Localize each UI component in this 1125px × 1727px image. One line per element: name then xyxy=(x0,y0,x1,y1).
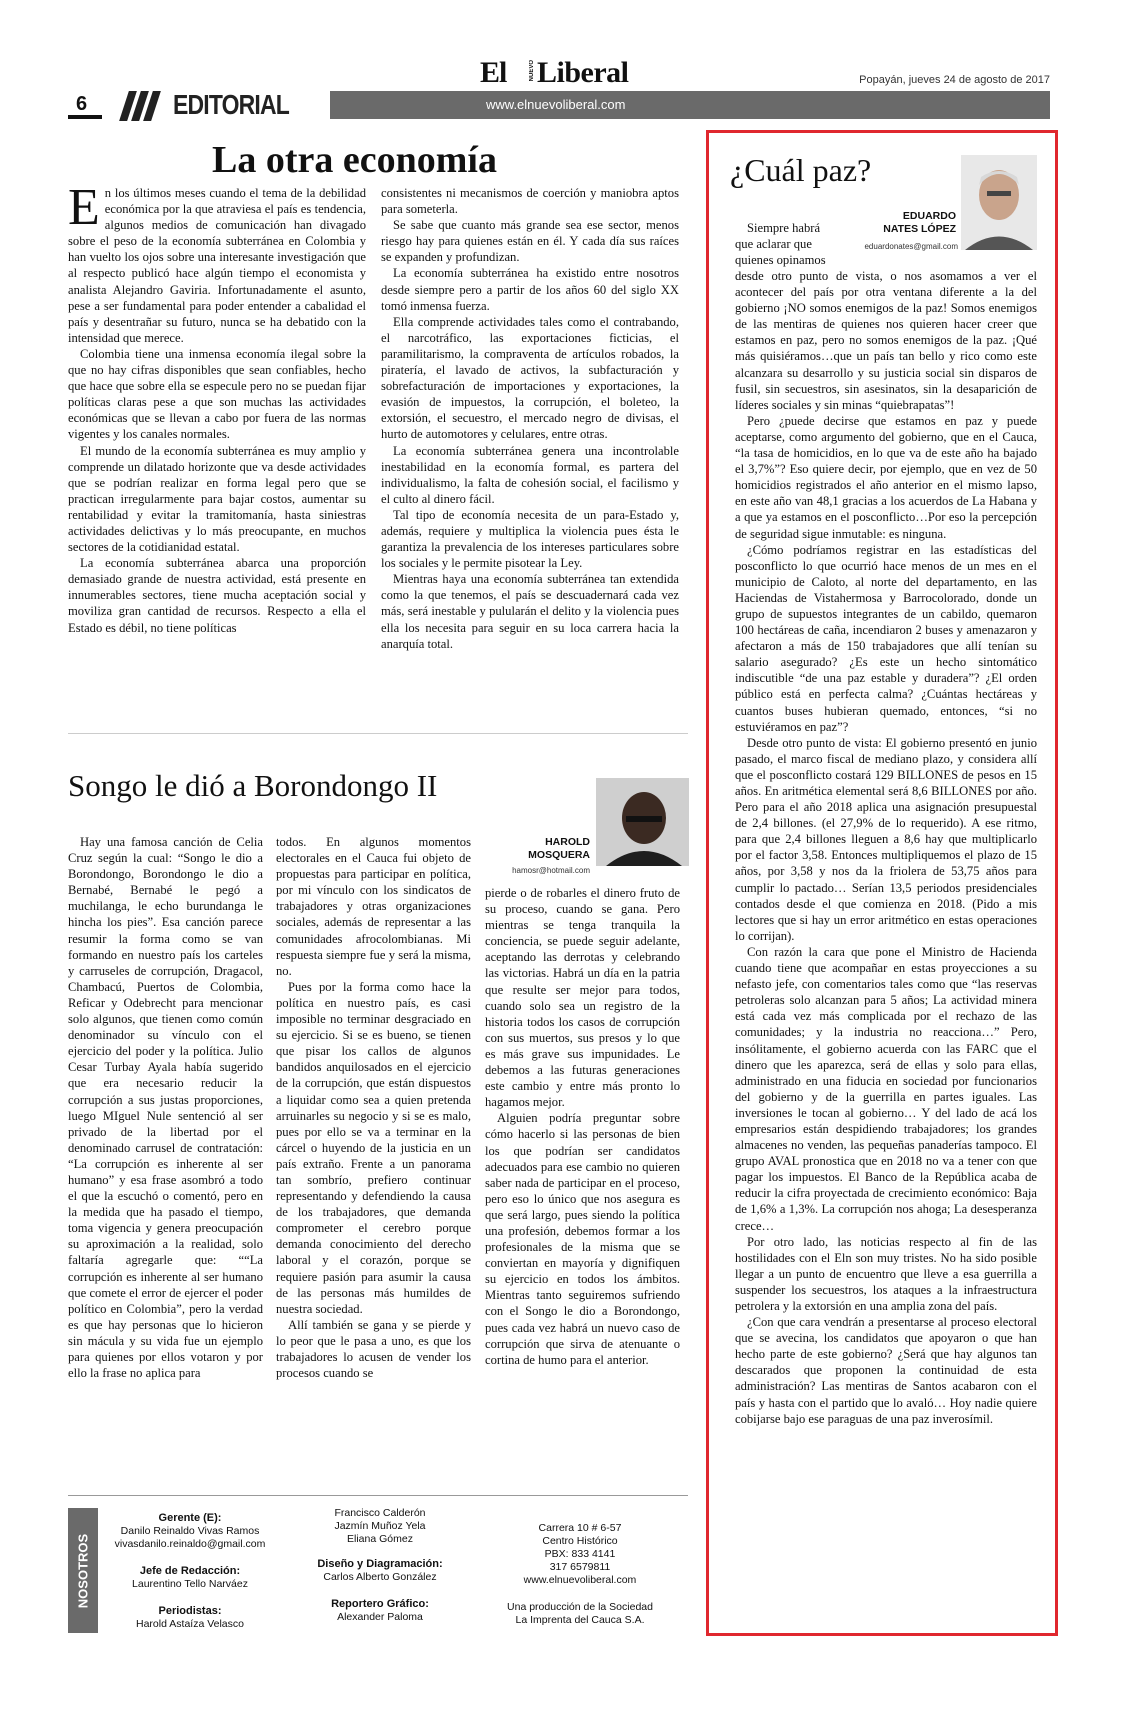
editorial-paragraph: Colombia tiene una inmensa economía ilegal sobre la que no hay cifras disponibles que sean confiables, hecho que hace que sobre ella se especule pero no se puedan fijar políticas claras pese a que son muchas las actividades económicas que se llevan a cabo por fuera de las normas vigentes y los canales normales. xyxy=(68,346,366,442)
address-line[interactable]: www.elnuevoliberal.com xyxy=(523,1574,637,1586)
editorial-paragraph: El mundo de la economía subterránea es muy amplio y comprende un dilatado horizonte que va desde actividades que se podrían realizar en forma legal pero que se practican irregularmente para bajar costos, aumentar su rentabilidad y evitar la tramitomanía, hasta siniestras actividades delictivas y lo más preocupante, en muchos sectores de la cotidianidad estatal. xyxy=(68,443,366,555)
produccion-line: La Imprenta del Cauca S.A. xyxy=(515,1614,645,1626)
paz-lead-line: que aclarar que xyxy=(735,237,812,252)
diseno-name: Carlos Alberto González xyxy=(323,1571,437,1583)
masthead-el: El xyxy=(480,56,507,89)
editorial-paragraph: Se sabe que cuanto más grande sea ese sector, menos riesgo hay para quienes están en él. Y cada día sus raíces se expanden y profundizan. xyxy=(381,218,679,265)
paz-paragraph: Desde otro punto de vista: El gobierno presentó en junio pasado, el marco fiscal de mediano plazo, y considera allí que el posconflicto costará 129 BILLONES de pesos en 15 años. En aritmética elemental será 8,6 BILLONES por año. Pero para el año 2018 aplica una asignación presupuestal de 2,4 billones. (el 27,9% de lo requerido). A ese ritmo, para que 2,4 billones lleguen a 8,6 hay que multiplicarlo por el factor 3,58. Entonces multipliquemos el plazo de 15 años, por 3,58 y nos da la friolera de 53,75 años para cumplir lo pactado… Serían 13,5 periodos presidenciales contados desde el que comienza en 2018. (Pido a mis lectores que si hay un error aritmético en estas operaciones lo corrijan). xyxy=(735,735,1037,943)
nosotros-tab: NOSOTROS xyxy=(68,1508,98,1633)
reportero-title: Reportero Gráfico: xyxy=(331,1598,429,1610)
paz-lead-line: Siempre habrá xyxy=(747,221,821,235)
songo-column-2 xyxy=(276,834,471,1381)
address-line: 317 6579811 xyxy=(549,1561,611,1573)
paz-paragraph: Con razón la cara que pone el Ministro de Hacienda cuando tiene que acompañar en estas proyecciones a su nefasto jefe, con comentarios tales como que “las reservas petroleras solo alcanzan para 5 años; La actividad minera está cada vez más complicada por el rechazo de las comunidades; y la industria no reacciona…” Pero, insólitamente, el gobierno acuerda con las FARC que el dinero que les aparezca, será de ellas y solo para ellas, administrado en una fiducia en sociedad por funcionarios del gobierno y de la guerrilla en partes iguales. Las inversiones le tocan al gobierno… Y del lado de acá los empresarios están despidiendo trabajadores; los grandes almacenes no venden, las pequeñas panaderías tampoco. El grupo AVAL pronostica que en 2018 no va a tener con que pagar los impuestos. El Banco de la República acaba de reducir la cifra proyectada de crecimiento económico: Baja de 1,6% a 1,3%. La corrupción nos ahoga; La desesperanza crece… xyxy=(735,944,1037,1233)
songo-paragraph: Alguien podría preguntar sobre cómo hacerlo si las personas de bien los que podrían ser candidatos adecuados para ese cambio no quieren saber nada de participar en el proceso, pero eso lo único que nos asegura es que será largo, pues siendo la política una profesión, debemos formar a los profesionales de la misma que se conviertan en mayoría y dignifiquen su ejercicio en todos los ámbitos. Mientras tanto seguiremos sufriendo con el Songo le dio a Borondongo, pues cada vez habrá un nuevo caso de corrupción que sirva de atenuante o cortina de humo para el anterior. xyxy=(485,1111,680,1367)
editorial-paragraph: La economía subterránea genera una incontrolable inestabilidad en la economía formal, es partera del individualismo, la falta de cohesión social, el facilismo y el culto al dinero fácil. xyxy=(381,443,679,506)
songo-paragraph: Hay una famosa canción de Celia Cruz según la cual: “Songo le dio a Borondongo, Borondongo le dio a Bernabé, Bernabé le pegó a muchilanga, le echo burundanga le hincha los pies”. Esa canción parece resumir la forma como se van formando en nuestro país los carteles y carruseles de corrupción, Dragacol, Chambacú, Puertos de Colombia, Reficar y Odebrecht para mencionar solo algunos, que tienen como común denominador su vínculo con el ejercicio del poder y la política. Julio Cesar Turbay Ayala había sugerido que era necesario reducir la corrupción a sus justas proporciones, luego MIguel Nule sentenció al ser privado de la libertad por el denominado carrusel de contratación: “La corrupción es inherente al ser humano” y esa frase asombró a todo el que la escuchó o comentó, pero en la medida que ha pasado el tiempo, toma vigencia y genera preocupación su aproximación a la realidad, solo faltaría agregarle que: ““La corrupción es inherente al ser humano que comete el error de ejercer el poder político en Colombia”, pero la verdad es que hay personas que lo hicieron sin mácula y su vida fue un ejemplo para quienes por ellos votaron y por ello la frase no aplica para xyxy=(68,835,263,1381)
jefe-name: Laurentino Tello Narváez xyxy=(132,1578,248,1590)
portrait-icon xyxy=(596,778,689,866)
author-email-nates[interactable]: eduardonates@gmail.com xyxy=(864,242,958,251)
diseno-title: Diseño y Diagramación: xyxy=(317,1558,443,1570)
footer-staff-col-1 xyxy=(110,1512,270,1631)
masthead-nuevo: NUEVO xyxy=(529,60,535,82)
editorial-column-1 xyxy=(68,179,366,636)
periodistas-title: Periodistas: xyxy=(158,1605,222,1617)
address-line: Carrera 10 # 6-57 xyxy=(538,1522,622,1534)
portrait-icon xyxy=(961,155,1037,250)
issue-date: Popayán, jueves 24 de agosto de 2017 xyxy=(859,74,1050,86)
gerente-name: Danilo Reinaldo Vivas Ramos xyxy=(120,1525,260,1537)
masthead-liberal: Liberal xyxy=(537,56,629,89)
page-number: 6 xyxy=(76,93,88,115)
editorial-paragraph: La economía subterránea ha existido entre nosotros desde siempre pero a partir de los años 60 del siglo XX tomó inmensa fuerza. xyxy=(381,266,679,313)
editorial-headline: La otra economía xyxy=(212,139,497,181)
editorial-paragraph: consistentes ni mecanismos de coerción y maniobra aptos para someterla. xyxy=(381,186,679,217)
gerente-title: Gerente (E): xyxy=(158,1512,222,1524)
songo-paragraph: todos. En algunos momentos electorales en el Cauca fui objeto de propuestas para participar en política, por mi vínculo con los sindicatos de trabajadores y otras organizaciones sociales, además de representar a las comunidades afrocolombianas. Mi respuesta siempre fue y será la misma, no. xyxy=(276,835,471,978)
section-title: EDITORIAL xyxy=(173,89,289,120)
periodistas-name: Harold Astaíza Velasco xyxy=(136,1618,244,1630)
staff-name: Jazmín Muñoz Yela xyxy=(334,1520,426,1532)
drop-cap: E xyxy=(68,179,100,236)
songo-paragraph: Pues por la forma como hace la política en nuestro país, es casi imposible no terminar desgraciado en su ejercicio. Si se es bueno, se tienen que pisar los callos de algunos bandidos anquilosados en el ejercicio de la corrupción, que están dispuestos a liquidar como sea a quien pretenda arruinarles su negocio y si se es malo, pues por ello se va a terminar en la cárcel o huyendo de la justicia en un país extraño. Frente a un panorama tan sombrío, prefiero continuar representando y defendiendo la causa de los trabajadores, que demanda comprometer el cerebro porque demanda conocimiento del derecho laboral y el corazón, porque se requiere pasión para asumir la causa de las personas más humildes de nuestra sociedad. xyxy=(276,979,471,1316)
author-photo-mosquera xyxy=(596,778,689,866)
paz-body xyxy=(735,268,1037,1427)
staff-name: Francisco Calderón xyxy=(334,1507,426,1519)
songo-column-1 xyxy=(68,834,263,1381)
gerente-email[interactable]: vivasdanilo.reinaldo@gmail.com xyxy=(114,1538,266,1550)
url-bar xyxy=(330,91,1050,119)
paz-lead-line: quienes opinamos xyxy=(735,253,826,268)
paz-headline: ¿Cuál paz? xyxy=(730,152,872,188)
paz-paragraph: desde otro punto de vista, o nos asomamos a ver el acontecer del país por otra ventana diferente a la del gobierno ¡NO somos enemigos de la paz! Somos enemigos de las mentiras de quienes nos quieren hacer creer que estamos en paz, pero no somos enemigos de la paz. ¡Qué más quisiéramos…que un país tan bello y rico como este alcanzara su desarrollo y su justicia social sin disparos de fusil, sin secuestros, sin asesinatos, sin la desaparición de líderes sociales y sin minas “quiebrapatas”! xyxy=(735,269,1037,412)
songo-paragraph: pierde o de robarles el dinero fruto de su proceso, cuando se gana. Pero mientras se tenga tranquila la conciencia, se puede seguir adelante, aceptando las derrotas y celebrando las victorias. Habrá un día en la patria que resulte ser mejor para todos, cuando solo sea un registro de la historia todos los casos de corrupción con sus muertos, sus presos y lo que es más grave sus impunidades. Le debemos a las futuras generaciones este cambio y entre más pronto lo hagamos mejor. xyxy=(485,886,680,1110)
reportero-name: Alexander Paloma xyxy=(337,1611,423,1623)
paz-lead xyxy=(735,220,845,268)
paz-paragraph: ¿Cómo podríamos registrar en las estadísticas del posconflicto lo que ocurrió hace menos de un mes en el municipio de Caloto, al norte del departamento, en las Haciendas de Vistahermosa y Barrocolorado, donde un grupo de supuestos integrantes de un cabildo, quemaron 100 hectáreas de caña, incendiaron 2 buses y amenazaron y afectaron a más de 150 trabajadores que allí tenían su salario asegurado? ¿Es este un hecho sintomático indiscutible “de una paz estable y duradera”? ¿El orden público está en perfecta calma? ¿Cuántas hectáreas y cuantos buses hubieran quemado, entonces, “si no estuviéramos en paz”? xyxy=(735,542,1037,734)
masthead-logo xyxy=(480,56,640,90)
author-photo-nates xyxy=(961,155,1037,250)
footer-address xyxy=(505,1522,655,1627)
editorial-paragraph: Tal tipo de economía necesita de un para-Estado y, además, requiere y multiplica la violencia pues ésta le garantiza la prevalencia de los intereses particulares sobre los sociales y le permite pisotear la Ley. xyxy=(381,507,679,571)
editorial-column-2 xyxy=(381,185,679,652)
staff-name: Eliana Gómez xyxy=(347,1533,413,1545)
editorial-paragraph: Ella comprende actividades tales como el contrabando, el narcotráfico, las exportaciones ficticias, el paramilitarismo, la compraventa de artículos robados, la piratería, el lavado de activos, la subfacturación y sobrefacturación de importaciones y exportaciones, la evasión de impuestos, la corrupción, el boleteo, la extorsión, el secuestro, el mercado negro de divisas, el hurto de automotores y celulares, entre otras. xyxy=(381,314,679,442)
page-number-box xyxy=(68,91,102,119)
songo-column-3 xyxy=(485,885,680,1368)
author-email-mosquera[interactable]: hamosr@hotmail.com xyxy=(512,866,590,875)
address-line: Centro Histórico xyxy=(542,1535,618,1547)
jefe-title: Jefe de Redacción: xyxy=(139,1565,241,1577)
songo-paragraph: Allí también se gana y se pierde y lo peor que le pasa a uno, es que los trabajadores lo acusen de vender los procesos cuando se xyxy=(276,1317,471,1381)
address-line: PBX: 833 4141 xyxy=(544,1548,616,1560)
paz-paragraph: Pero ¿puede decirse que estamos en paz y puede aceptarse, como argumento del gobierno, que en el Cauca, “la tasa de homicidios, en lo que va de este año ha bajado el 3,7%”? Eso quiere decir, por ejemplo, que en vez de 50 homicidios registrados el año anterior en el mismo lapso, en este año van 48,1 gracias a los acuerdos de La Habana y a que ya estamos en el posconflicto…Por eso la percepción de seguridad sigue inmutable: es ninguna. xyxy=(735,413,1037,541)
footer-staff-col-2 xyxy=(305,1507,455,1624)
paz-paragraph: ¿Con que cara vendrán a presentarse al proceso electoral que se avecina, los candidatos que apoyaron o que han hecho parte de este gobierno? ¿Será que hay algunos tan descarados que proponen la continuidad de esta administración? Las mentiras de Santos acabaron con el país y hasta con el partido que lo avaló… Hoy nadie quiere cobijarse bajo ese paraguas de una paz inverosímil. xyxy=(735,1315,1037,1426)
editorial-paragraph: La economía subterránea abarca una proporción demasiado grande de nuestra actividad, está presente en innumerables sectores, tiene mucha aceptación social y moviliza gran cantidad de recursos. Respecto a ella el Estado es débil, no tiene políticas xyxy=(68,556,366,635)
site-url[interactable]: www.elnuevoliberal.com xyxy=(486,97,626,112)
section-divider xyxy=(68,733,688,734)
paz-paragraph: Por otro lado, las noticias respecto al fin de las hostilidades con el Eln son muy tristes. No ha sido posible llegar a un punto de encuentro que lleve a esa guerrilla a suspender los secuestros, los ataques a la infraestructura petrolera y la extorsión en una amplia zona del país. xyxy=(735,1234,1037,1313)
songo-headline: Songo le dió a Borondongo II xyxy=(68,768,438,803)
editorial-paragraph: Mientras haya una economía subterránea tan extendida como la que tenemos, el país se descuadernará cada vez más, será inestable y pulularán el delito y la violencia pues ella los necesita para seguir en su loca carrera hacia la anarquía total. xyxy=(381,572,679,651)
author-name-mosquera: HAROLD MOSQUERA xyxy=(528,836,590,861)
footer-divider xyxy=(68,1495,688,1496)
produccion-line: Una producción de la Sociedad xyxy=(507,1601,653,1613)
editorial-paragraph: En los últimos meses cuando el tema de la debilidad económica por la que atraviesa el país es tendencia, algunos medios de comunicación han divagado sobre el peso de la economía subterránea en Colombia y han vuelto los ojos sobre una interesante investigación que al respecto publicó hace algún tiempo el economista y analista Alejandro Gaviria. Infortunadamente el asunto, pese a ser fundamental para poder entender a cabalidad el país y desentrañar su futuro, nunca se ha debatido con la intensidad que merece. xyxy=(68,179,366,345)
author-name-nates: EDUARDO NATES LÓPEZ xyxy=(883,210,956,235)
